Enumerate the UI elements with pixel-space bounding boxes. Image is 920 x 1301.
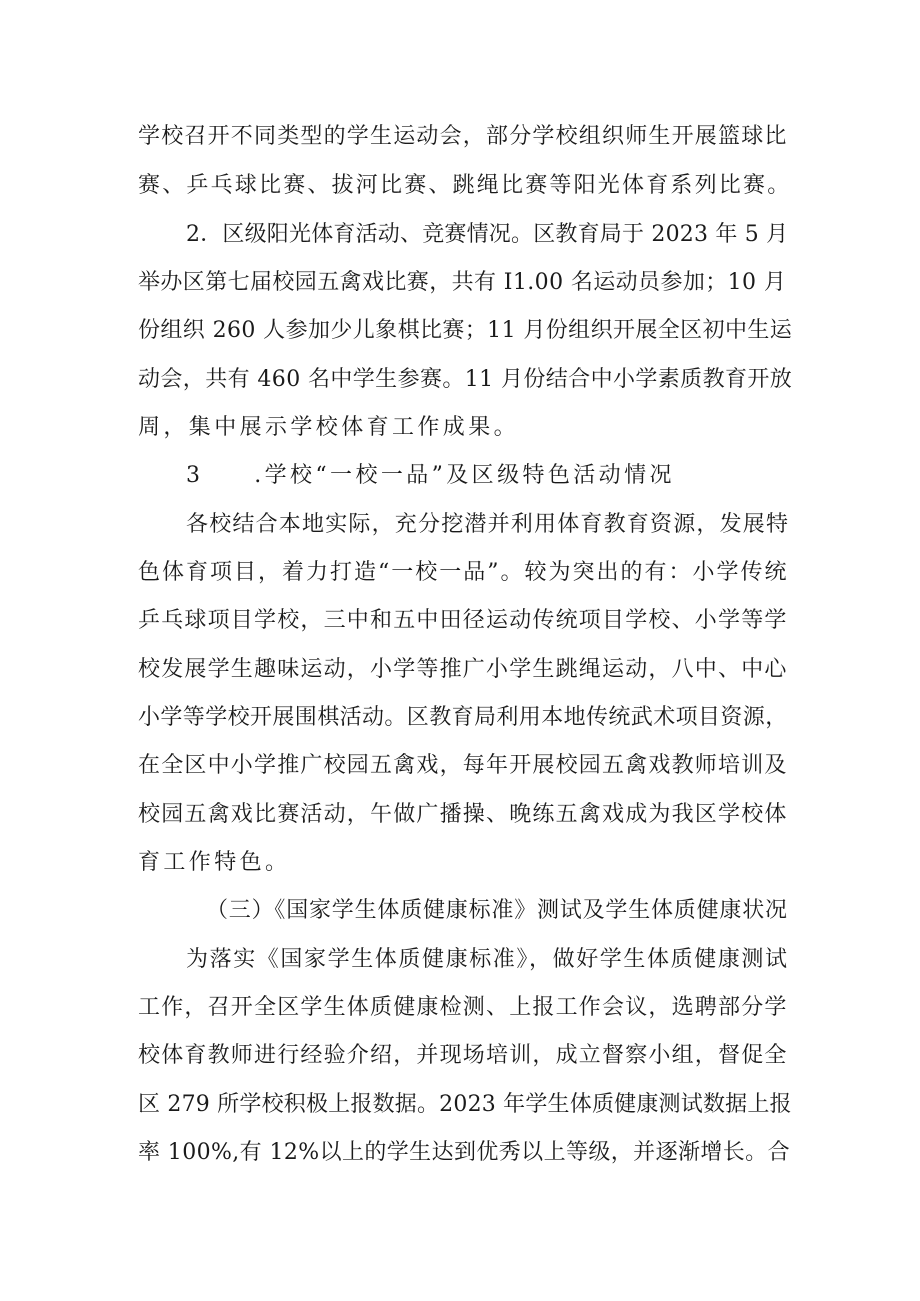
paragraph-line: 小学等学校开展围棋活动。区教育局利用本地传统武术项目资源， [138, 705, 788, 730]
paragraph-line: 周，集中展示学校体育工作成果。 [138, 415, 520, 440]
paragraph-line: 色体育项目，着力打造“一校一品”。较为突出的有：小学传统 [138, 560, 789, 585]
paragraph-line: 为落实《国家学生体质健康标准》，做好学生体质健康测试 [186, 947, 789, 972]
paragraph-line: 份组织 260 人参加少儿象棋比赛；11 月份组织开展全区初中生运 [138, 318, 793, 343]
section-heading: （三）《国家学生体质健康标准》测试及学生体质健康状况 [206, 898, 788, 923]
paragraph-line: 工作，召开全区学生体质健康检测、上报工作会议，选聘部分学 [138, 995, 788, 1020]
paragraph-line: 乒乓球项目学校，三中和五中田径运动传统项目学校、小学等学 [138, 608, 788, 633]
paragraph-line: 校发展学生趣味运动，小学等推广小学生跳绳运动，八中、中心 [138, 657, 788, 682]
paragraph-line: 在全区中小学推广校园五禽戏，每年开展校园五禽戏教师培训及 [138, 753, 788, 778]
section-heading: 3 .学校“一校一品”及区级特色活动情况 [186, 463, 675, 488]
paragraph-line: 率 100%,有 12%以上的学生达到优秀以上等级，并逐渐增长。合 [138, 1140, 790, 1165]
paragraph-line: 赛、乒乓球比赛、拔河比赛、跳绳比赛等阳光体育系列比赛。 [138, 173, 792, 198]
paragraph-line: 区 279 所学校积极上报数据。2023 年学生体质健康测试数据上报 [138, 1092, 792, 1117]
paragraph-line: 育工作特色。 [138, 850, 291, 875]
paragraph-line: 学校召开不同类型的学生运动会，部分学校组织师生开展篮球比 [138, 124, 788, 149]
paragraph-line: 动会，共有 460 名中学生参赛。11 月份结合中小学素质教育开放 [138, 367, 793, 392]
paragraph-line: 举办区第七届校园五禽戏比赛，共有 I1.00 名运动员参加；10 月 [138, 270, 787, 295]
paragraph-line: 2．区级阳光体育活动、竞赛情况。区教育局于 2023 年 5 月 [186, 222, 789, 247]
paragraph-line: 校园五禽戏比赛活动，午做广播操、晚练五禽戏成为我区学校体 [138, 802, 788, 827]
paragraph-line: 校体育教师进行经验介绍，并现场培训，成立督察小组，督促全 [138, 1043, 788, 1068]
paragraph-line: 各校结合本地实际，充分挖潜并利用体育教育资源，发展特 [186, 512, 790, 537]
